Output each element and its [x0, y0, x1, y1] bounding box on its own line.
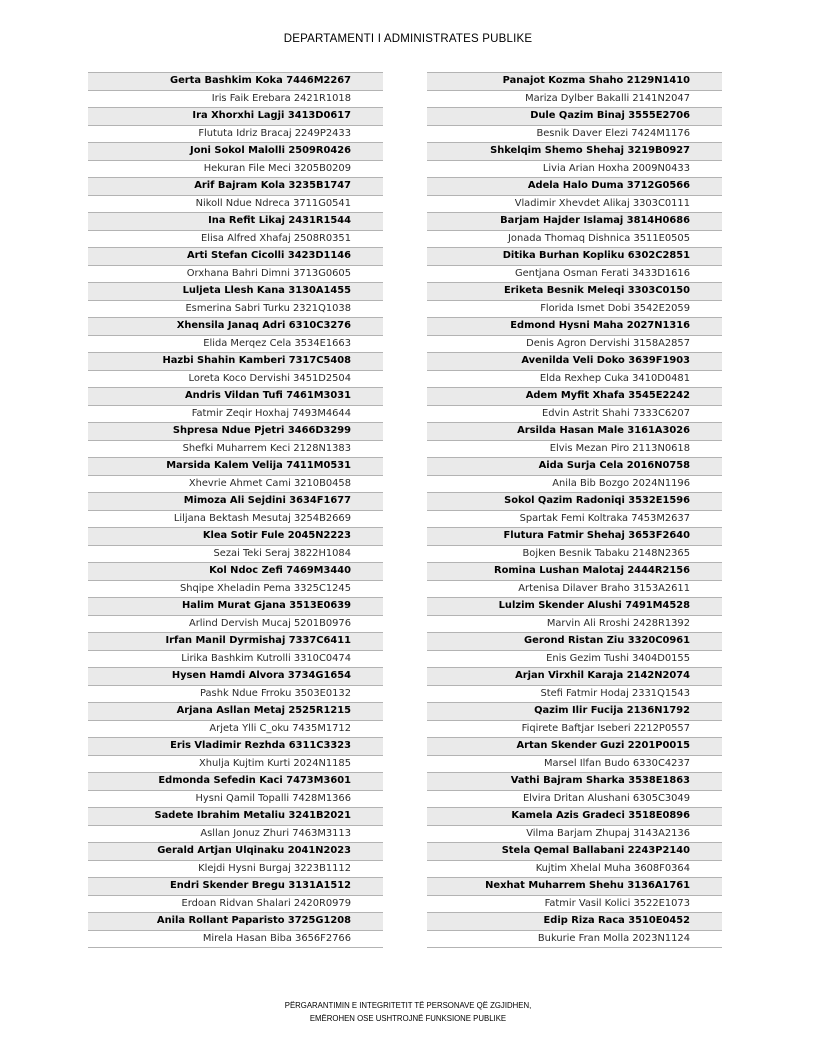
footer-line-1: PËRGARANTIMIN E INTEGRITETIT TË PERSONAVE QË ZGJIDHEN, — [284, 1001, 532, 1010]
right-list-item: Denis Agron Dervishi 3158A2857 — [427, 335, 722, 353]
left-list-item: Hazbi Shahin Kamberi 7317C5408 — [88, 352, 383, 370]
left-list-item: Klea Sotir Fule 2045N2223 — [88, 527, 383, 545]
right-list-item: Edmond Hysni Maha 2027N1316 — [427, 317, 722, 335]
right-list-item: Stefi Fatmir Hodaj 2331Q1543 — [427, 685, 722, 703]
left-list-item: Elisa Alfred Xhafaj 2508R0351 — [88, 230, 383, 248]
right-list-item: Anila Bib Bozgo 2024N1196 — [427, 475, 722, 493]
left-list-item: Andris Vildan Tufi 7461M3031 — [88, 387, 383, 405]
right-list-item: Stela Qemal Ballabani 2243P2140 — [427, 842, 722, 860]
left-list-item: Arti Stefan Cicolli 3423D1146 — [88, 247, 383, 265]
right-list-item: Romina Lushan Malotaj 2444R2156 — [427, 562, 722, 580]
right-list-item: Edip Riza Raca 3510E0452 — [427, 912, 722, 930]
right-list-item: Bojken Besnik Tabaku 2148N2365 — [427, 545, 722, 563]
right-list-item: Artenisa Dilaver Braho 3153A2611 — [427, 580, 722, 598]
right-list-item: Aida Surja Cela 2016N0758 — [427, 457, 722, 475]
left-list-item: Shefki Muharrem Keci 2128N1383 — [88, 440, 383, 458]
left-list-item: Hysni Qamil Topalli 7428M1366 — [88, 790, 383, 808]
right-list-item: Vilma Barjam Zhupaj 3143A2136 — [427, 825, 722, 843]
right-list-item: Ditika Burhan Kopliku 6302C2851 — [427, 247, 722, 265]
left-list-item: Orxhana Bahri Dimni 3713G0605 — [88, 265, 383, 283]
left-list-item: Gerta Bashkim Koka 7446M2267 — [88, 72, 383, 90]
right-list-item: Eriketa Besnik Meleqi 3303C0150 — [427, 282, 722, 300]
left-list-item: Ina Refit Likaj 2431R1544 — [88, 212, 383, 230]
left-list-item: Edmonda Sefedin Kaci 7473M3601 — [88, 772, 383, 790]
right-list-item: Marsel Ilfan Budo 6330C4237 — [427, 755, 722, 773]
right-list-item: Gerond Ristan Ziu 3320C0961 — [427, 632, 722, 650]
right-list-item: Fatmir Vasil Kolici 3522E1073 — [427, 895, 722, 913]
left-list-item: Mimoza Ali Sejdini 3634F1677 — [88, 492, 383, 510]
left-name-list — [88, 72, 383, 948]
left-list-item: Xhensila Janaq Adri 6310C3276 — [88, 317, 383, 335]
right-list-item: Dule Qazim Binaj 3555E2706 — [427, 107, 722, 125]
left-list-item: Erdoan Ridvan Shalari 2420R0979 — [88, 895, 383, 913]
right-name-list — [427, 72, 722, 948]
left-list-item: Irfan Manil Dyrmishaj 7337C6411 — [88, 632, 383, 650]
right-list-item: Bukurie Fran Molla 2023N1124 — [427, 930, 722, 949]
right-list-item: Kujtim Xhelal Muha 3608F0364 — [427, 860, 722, 878]
right-list-item: Sokol Qazim Radoniqi 3532E1596 — [427, 492, 722, 510]
right-list-item: Arjan Virxhil Karaja 2142N2074 — [427, 667, 722, 685]
left-list-item: Liljana Bektash Mesutaj 3254B2669 — [88, 510, 383, 528]
left-list-item: Kol Ndoc Zefi 7469M3440 — [88, 562, 383, 580]
right-list-item: Marvin Ali Rroshi 2428R1392 — [427, 615, 722, 633]
right-list-item: Elvis Mezan Piro 2113N0618 — [427, 440, 722, 458]
right-list-item: Spartak Femi Koltraka 7453M2637 — [427, 510, 722, 528]
left-list-item: Fatmir Zeqir Hoxhaj 7493M4644 — [88, 405, 383, 423]
left-list-item: Loreta Koco Dervishi 3451D2504 — [88, 370, 383, 388]
left-list-item: Gerald Artjan Ulqinaku 2041N2023 — [88, 842, 383, 860]
right-list-item: Enis Gezim Tushi 3404D0155 — [427, 650, 722, 668]
left-list-item: Pashk Ndue Frroku 3503E0132 — [88, 685, 383, 703]
left-list-item: Marsida Kalem Velija 7411M0531 — [88, 457, 383, 475]
left-list-item: Ira Xhorxhi Lagji 3413D0617 — [88, 107, 383, 125]
left-list-item: Iris Faik Erebara 2421R1018 — [88, 90, 383, 108]
right-list-item: Flutura Fatmir Shehaj 3653F2640 — [427, 527, 722, 545]
right-list-item: Florida Ismet Dobi 3542E2059 — [427, 300, 722, 318]
right-list-item: Besnik Daver Elezi 7424M1176 — [427, 125, 722, 143]
right-list-item: Panajot Kozma Shaho 2129N1410 — [427, 72, 722, 90]
left-list-item: Shqipe Xheladin Pema 3325C1245 — [88, 580, 383, 598]
left-list-item: Flututa Idriz Bracaj 2249P2433 — [88, 125, 383, 143]
left-list-item: Arif Bajram Kola 3235B1747 — [88, 177, 383, 195]
left-list-item: Luljeta Llesh Kana 3130A1455 — [88, 282, 383, 300]
left-list-item: Anila Rollant Paparisto 3725G1208 — [88, 912, 383, 930]
left-list-item: Hysen Hamdi Alvora 3734G1654 — [88, 667, 383, 685]
right-list-item: Nexhat Muharrem Shehu 3136A1761 — [427, 877, 722, 895]
right-list-item: Vladimir Xhevdet Alikaj 3303C0111 — [427, 195, 722, 213]
left-list-item: Esmerina Sabri Turku 2321Q1038 — [88, 300, 383, 318]
right-list-item: Fiqirete Baftjar Iseberi 2212P0557 — [427, 720, 722, 738]
left-list-item: Eris Vladimir Rezhda 6311C3323 — [88, 737, 383, 755]
right-list-item: Arsilda Hasan Male 3161A3026 — [427, 422, 722, 440]
right-list-item: Avenilda Veli Doko 3639F1903 — [427, 352, 722, 370]
page-footer — [0, 1000, 816, 1025]
left-list-item: Sadete Ibrahim Metaliu 3241B2021 — [88, 807, 383, 825]
left-list-item: Sezai Teki Seraj 3822H1084 — [88, 545, 383, 563]
right-list-item: Edvin Astrit Shahi 7333C6207 — [427, 405, 722, 423]
left-list-item: Nikoll Ndue Ndreca 3711G0541 — [88, 195, 383, 213]
left-list-item: Elida Merqez Cela 3534E1663 — [88, 335, 383, 353]
left-list-item: Halim Murat Gjana 3513E0639 — [88, 597, 383, 615]
right-list-item: Barjam Hajder Islamaj 3814H0686 — [427, 212, 722, 230]
left-list-item: Endri Skender Bregu 3131A1512 — [88, 877, 383, 895]
right-list-item: Jonada Thomaq Dishnica 3511E0505 — [427, 230, 722, 248]
left-list-item: Xhulja Kujtim Kurti 2024N1185 — [88, 755, 383, 773]
left-list-item: Asllan Jonuz Zhuri 7463M3113 — [88, 825, 383, 843]
right-list-item: Kamela Azis Gradeci 3518E0896 — [427, 807, 722, 825]
right-list-item: Livia Arian Hoxha 2009N0433 — [427, 160, 722, 178]
right-list-item: Elda Rexhep Cuka 3410D0481 — [427, 370, 722, 388]
left-list-item: Xhevrie Ahmet Cami 3210B0458 — [88, 475, 383, 493]
right-list-item: Elvira Dritan Alushani 6305C3049 — [427, 790, 722, 808]
right-list-item: Qazim Ilir Fucija 2136N1792 — [427, 702, 722, 720]
left-list-item: Klejdi Hysni Burgaj 3223B1112 — [88, 860, 383, 878]
right-list-item: Adela Halo Duma 3712G0566 — [427, 177, 722, 195]
footer-line-2: EMËROHEN OSE USHTROJNË FUNKSIONE PUBLIKE — [309, 1013, 507, 1023]
right-list-item: Mariza Dylber Bakalli 2141N2047 — [427, 90, 722, 108]
right-list-item: Artan Skender Guzi 2201P0015 — [427, 737, 722, 755]
left-list-item: Arjana Asllan Metaj 2525R1215 — [88, 702, 383, 720]
left-list-item: Arjeta Ylli C_oku 7435M1712 — [88, 720, 383, 738]
left-list-item: Hekuran File Meci 3205B0209 — [88, 160, 383, 178]
right-list-item: Gentjana Osman Ferati 3433D1616 — [427, 265, 722, 283]
right-list-item: Shkelqim Shemo Shehaj 3219B0927 — [427, 142, 722, 160]
left-list-item: Joni Sokol Malolli 2509R0426 — [88, 142, 383, 160]
page-title: DEPARTAMENTI I ADMINISTRATES PUBLIKE — [283, 33, 533, 45]
right-list-item: Vathi Bajram Sharka 3538E1863 — [427, 772, 722, 790]
left-list-item: Shpresa Ndue Pjetri 3466D3299 — [88, 422, 383, 440]
left-list-item: Lirika Bashkim Kutrolli 3310C0474 — [88, 650, 383, 668]
left-list-item: Arlind Dervish Mucaj 5201B0976 — [88, 615, 383, 633]
left-list-item: Mirela Hasan Biba 3656F2766 — [88, 930, 383, 949]
right-list-item: Adem Myfit Xhafa 3545E2242 — [427, 387, 722, 405]
right-list-item: Lulzim Skender Alushi 7491M4528 — [427, 597, 722, 615]
